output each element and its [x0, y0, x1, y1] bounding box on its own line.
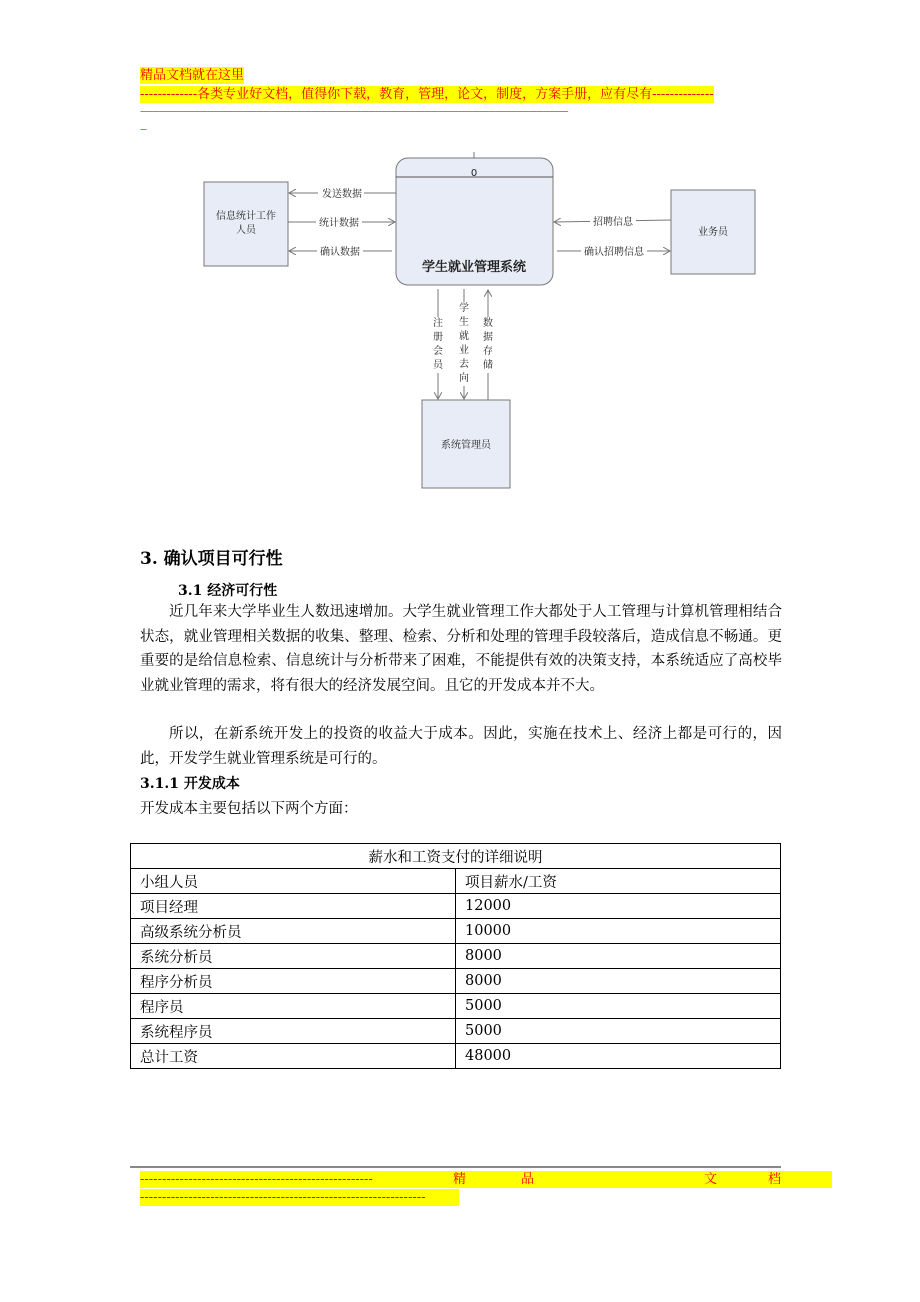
table-row: [131, 1044, 781, 1069]
table-row: [131, 894, 781, 919]
header-dashes: --------------------------------------------------------------------------------------------------------------------------------------------: [140, 104, 568, 118]
table-cell: 5000: [456, 1019, 781, 1044]
table-cell: 系统分析员: [131, 944, 456, 969]
table-row: [131, 994, 781, 1019]
entity-right: 业务员: [698, 227, 728, 238]
header-dashes-2: --: [140, 122, 147, 136]
process-name: 学生就业管理系统: [421, 260, 527, 275]
section-heading: 3. 确认项目可行性: [140, 549, 283, 569]
header-tagline: -------------各类专业好文档，值得你下载，教育，管理，论文，制度，方案手册，应有尽有--------------: [140, 87, 714, 102]
context-diagram: [0, 0, 920, 500]
subsection-heading: 3.1 经济可行性: [178, 583, 278, 599]
flow-recruit: 招聘信息: [593, 217, 633, 228]
table-header: 项目薪水/工资: [456, 869, 781, 894]
paragraph-1: 近几年来大学毕业生人数迅速增加。大学生就业管理工作大都处于人工管理与计算机管理相结合状态，就业管理相关数据的收集、整理、检索、分析和处理的管理手段较落后，造成信息不畅通。更重要的是给信息检索、信息统计与分析带来了困难，不能提供有效的决策支持，本系统适应了高校毕业就业管理的需求，将有很大的经济发展空间。且它的开发成本并不大。: [140, 604, 782, 694]
footer-char: 文: [704, 1172, 718, 1187]
table-header: 小组人员: [131, 869, 456, 894]
flow-direction: 学生就业去向: [459, 303, 469, 384]
table-cell: 程序员: [131, 994, 456, 1019]
subsubsection-heading: 3.1.1 开发成本: [140, 776, 240, 792]
footer-dashes-left: -----------------------------------------------------: [140, 1172, 373, 1187]
flow-confirm-recruit: 确认招聘信息: [584, 247, 644, 258]
table-cell: 12000: [456, 894, 781, 919]
table-cell: 8000: [456, 944, 781, 969]
table-cell: 总计工资: [131, 1044, 456, 1069]
table-cell: 系统程序员: [131, 1019, 456, 1044]
table-cell: 10000: [456, 919, 781, 944]
table-cell: 高级系统分析员: [131, 919, 456, 944]
footer-dashes: -----------------------------------------------------------------: [140, 1189, 459, 1206]
flow-register: 注册会员: [433, 318, 443, 371]
header-banner: 精品文档就在这里: [140, 68, 245, 83]
table-row: [131, 944, 781, 969]
paragraph-2: 所以，在新系统开发上的投资的收益大于成本。因此，实施在技术上、经济上都是可行的，因此，开发学生就业管理系统是可行的。: [140, 726, 782, 767]
table-row: [131, 969, 781, 994]
salary-table: [130, 843, 781, 1069]
entity-bottom: 系统管理员: [441, 440, 491, 451]
table-title: 薪水和工资支付的详细说明: [131, 844, 781, 869]
flow-stats: 统计数据: [319, 218, 359, 229]
table-cell: 48000: [456, 1044, 781, 1069]
table-cell: 程序分析员: [131, 969, 456, 994]
footer-char: 档: [768, 1172, 782, 1187]
flow-storage: 数据存储: [483, 318, 493, 371]
footer-char: 品: [521, 1172, 535, 1187]
table-row: [131, 919, 781, 944]
flow-send: 发送数据: [322, 189, 362, 200]
process-number: 0: [470, 168, 478, 179]
table-cell: 8000: [456, 969, 781, 994]
footer-banner: [140, 1171, 832, 1188]
table-row: [131, 1019, 781, 1044]
table-cell: 5000: [456, 994, 781, 1019]
intro-text: 开发成本主要包括以下两个方面：: [140, 801, 358, 817]
footer-char: 精: [453, 1172, 467, 1187]
footer-rule: [130, 1166, 781, 1168]
table-cell: 项目经理: [131, 894, 456, 919]
entity-left: 信息统计工作人员: [216, 211, 276, 236]
flow-confirm: 确认数据: [320, 247, 360, 258]
